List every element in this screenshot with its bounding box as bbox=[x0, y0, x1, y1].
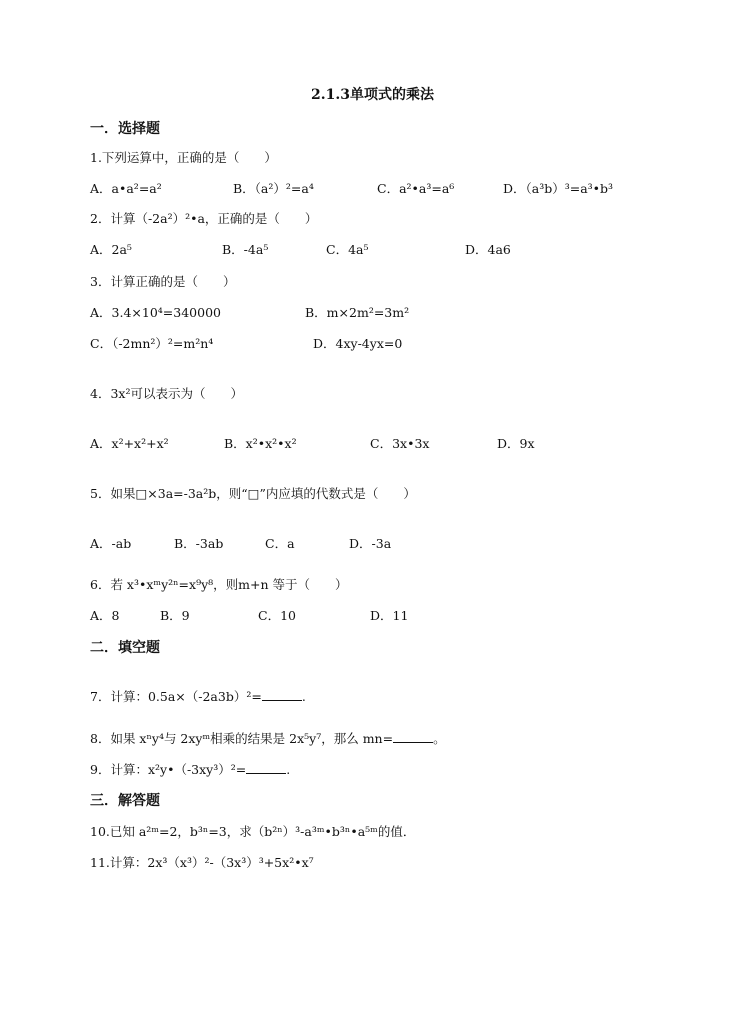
question-8-end: 。 bbox=[433, 731, 446, 746]
q1-option-d: D．（a³b）³=a³•b³ bbox=[503, 181, 614, 196]
answer-blank-7[interactable] bbox=[262, 690, 302, 701]
question-1: 1.下列运算中，正确的是（ ） bbox=[90, 150, 277, 165]
q5-option-c: C．a bbox=[265, 536, 295, 551]
section-answer: 三．解答题 bbox=[90, 793, 160, 809]
q5-option-d: D．-3a bbox=[349, 536, 392, 551]
q4-option-a: A．x²+x²+x² bbox=[90, 436, 169, 451]
q1-option-c: C．a²•a³=a⁶ bbox=[377, 181, 455, 196]
q2-option-d: D．4a6 bbox=[465, 242, 511, 257]
q1-option-b: B．（a²）²=a⁴ bbox=[233, 181, 314, 196]
question-8 bbox=[90, 729, 446, 747]
question-7-text: 7．计算：0.5a×（-2a3b）²= bbox=[90, 689, 262, 704]
question-11: 11.计算：2x³（x³）²-（3x³）³+5x²•x⁷ bbox=[90, 855, 314, 870]
q6-option-c: C．10 bbox=[258, 608, 296, 623]
q3-option-c: C．（-2mn²）²=m²n⁴ bbox=[90, 336, 214, 351]
q6-option-d: D．11 bbox=[370, 608, 409, 623]
q4-option-d: D．9x bbox=[497, 436, 535, 451]
q2-option-b: B．-4a⁵ bbox=[222, 242, 269, 257]
q2-option-c: C．4a⁵ bbox=[326, 242, 369, 257]
section-choice: 一．选择题 bbox=[90, 121, 160, 137]
question-9 bbox=[90, 760, 290, 778]
answer-blank-9[interactable] bbox=[246, 763, 286, 774]
question-9-text: 9．计算：x²y•（-3xy³）²= bbox=[90, 762, 247, 777]
q6-option-b: B．9 bbox=[160, 608, 190, 623]
q5-option-b: B．-3ab bbox=[174, 536, 224, 551]
q3-option-b: B．m×2m²=3m² bbox=[305, 305, 410, 320]
q3-option-a: A．3.4×10⁴=340000 bbox=[90, 305, 221, 320]
question-8-text: 8．如果 xⁿy⁴与 2xyᵐ相乘的结果是 2x⁵y⁷，那么 mn= bbox=[90, 731, 394, 746]
question-5: 5．如果□×3a=-3a²b，则“□”内应填的代数式是（ ） bbox=[90, 486, 416, 501]
question-3: 3．计算正确的是（ ） bbox=[90, 274, 236, 289]
q4-option-b: B．x²•x²•x² bbox=[224, 436, 297, 451]
question-6: 6．若 x³•xᵐy²ⁿ=x⁹y⁸，则m+n 等于（ ） bbox=[90, 577, 348, 592]
question-2: 2．计算（-2a²）²•a，正确的是（ ） bbox=[90, 211, 318, 226]
q2-option-a: A．2a⁵ bbox=[90, 242, 132, 257]
q6-option-a: A．8 bbox=[90, 608, 120, 623]
question-4: 4．3x²可以表示为（ ） bbox=[90, 386, 243, 401]
q3-option-d: D．4xy-4yx=0 bbox=[313, 336, 403, 351]
section-fill: 二．填空题 bbox=[90, 640, 160, 656]
q4-option-c: C．3x•3x bbox=[370, 436, 430, 451]
question-9-end: . bbox=[286, 762, 291, 777]
page-title: 2.1.3单项式的乘法 bbox=[311, 87, 434, 103]
question-10: 10.已知 a²ᵐ=2，b³ⁿ=3，求（b²ⁿ）³-a³ᵐ•b³ⁿ•a⁵ᵐ的值． bbox=[90, 824, 416, 839]
q1-option-a: A．a•a²=a² bbox=[90, 181, 162, 196]
question-7 bbox=[90, 687, 306, 705]
question-7-end: . bbox=[301, 689, 306, 704]
q5-option-a: A．-ab bbox=[90, 536, 132, 551]
answer-blank-8[interactable] bbox=[393, 732, 433, 743]
